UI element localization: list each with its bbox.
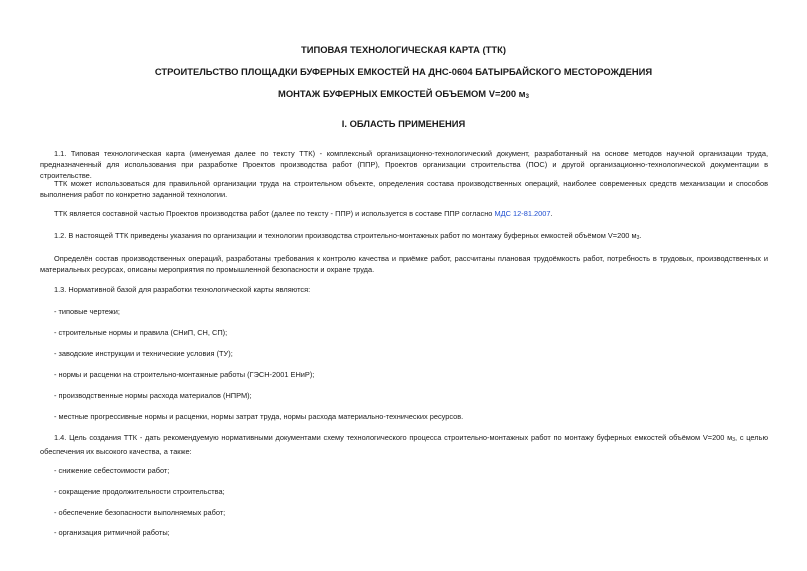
- work-title-text: МОНТАЖ БУФЕРНЫХ ЕМКОСТЕЙ ОБЪЕМОМ V=200 м: [278, 88, 526, 99]
- ttk-part-text: ТТК является составной частью Проектов производства работ (далее по тексту - ППР) и используется в составе ППР согласно: [54, 209, 495, 218]
- document-work-title: [0, 88, 807, 103]
- list-item: - производственные нормы расхода материалов (НПРМ);: [54, 391, 252, 400]
- list-item: - организация ритмичной работы;: [54, 528, 170, 537]
- list-item: - местные прогрессивные нормы и расценки, нормы затрат труда, нормы расхода материально-технических ресурсов.: [54, 412, 464, 421]
- p-1-4-text: 1.4. Цель создания ТТК - дать рекомендуемую нормативными документами схему технологического процесса строительно-монтажных работ по монтажу буферных емкостей объёмом V=200 м: [54, 433, 733, 442]
- list-item: - типовые чертежи;: [54, 307, 120, 316]
- list-item: - заводские инструкции и технические условия (ТУ);: [54, 349, 233, 358]
- p-1-2-sup: 3: [636, 235, 640, 241]
- work-title-unit-sup: 3: [525, 94, 529, 100]
- paragraph-1-3: 1.3. Нормативной базой для разработки технологической карты являются:: [54, 285, 311, 294]
- ttk-part-end: .: [550, 209, 553, 218]
- paragraph-defined: Определён состав производственных операций, разработаны требования к контролю качества и приёмке работ, рассчитаны плановая трудоёмкость работ, потребность в трудовых, производственных и материальных ресурсах, описаны мероприятия по промышленной безопасности и охране труда.: [40, 254, 768, 275]
- document-title: ТИПОВАЯ ТЕХНОЛОГИЧЕСКАЯ КАРТА (ТТК): [301, 44, 506, 55]
- p-1-2-end: .: [639, 231, 642, 240]
- p-1-2-text: 1.2. В настоящей ТТК приведены указания по организации и технологии производства строительно-монтажных работ по монтажу буферных емкостей объёмом V=200 м: [54, 231, 637, 240]
- p-1-4-end: , с целью обеспечения их высокого качества, а также:: [40, 433, 769, 457]
- list-item: - обеспечение безопасности выполняемых работ;: [54, 508, 226, 517]
- list-item: - нормы и расценки на строительно-монтажные работы (ГЭСН-2001 ЕНиР);: [54, 370, 315, 379]
- list-item: - строительные нормы и правила (СНиП, СН, СП);: [54, 328, 228, 337]
- document-subtitle: СТРОИТЕЛЬСТВО ПЛОЩАДКИ БУФЕРНЫХ ЕМКОСТЕЙ НА ДНС-0604 БАТЫРБАЙСКОГО МЕСТОРОЖДЕНИЯ: [154, 66, 653, 77]
- section-heading-scope: I. ОБЛАСТЬ ПРИМЕНЕНИЯ: [341, 118, 466, 129]
- paragraph-ttk-part: [40, 208, 768, 219]
- list-item: - снижение себестоимости работ;: [54, 466, 170, 475]
- p-1-4-sup: 3: [732, 437, 736, 443]
- paragraph-1-2: [40, 230, 768, 244]
- paragraph-ttk-use: ТТК может использоваться для правильной организации труда на строительном объекте, определения состава производственных операций, наиболее современных средств механизации и способов выполнения работ по конкретно заданной технологии.: [40, 179, 768, 200]
- paragraph-1-1: 1.1. Типовая технологическая карта (именуемая далее по тексту ТТК) - комплексный организационно-технологический документ, разработанный на основе методов научной организации труда, предназначенный для использования при разработке Проектов производства работ (ППР), Проектов организации строительства (ПОС) и другой организационно-технологической документации в строительстве.: [40, 149, 768, 181]
- mds-link[interactable]: МДС 12-81.2007: [494, 209, 551, 218]
- paragraph-1-4: [40, 432, 768, 457]
- list-item: - сокращение продолжительности строительства;: [54, 487, 225, 496]
